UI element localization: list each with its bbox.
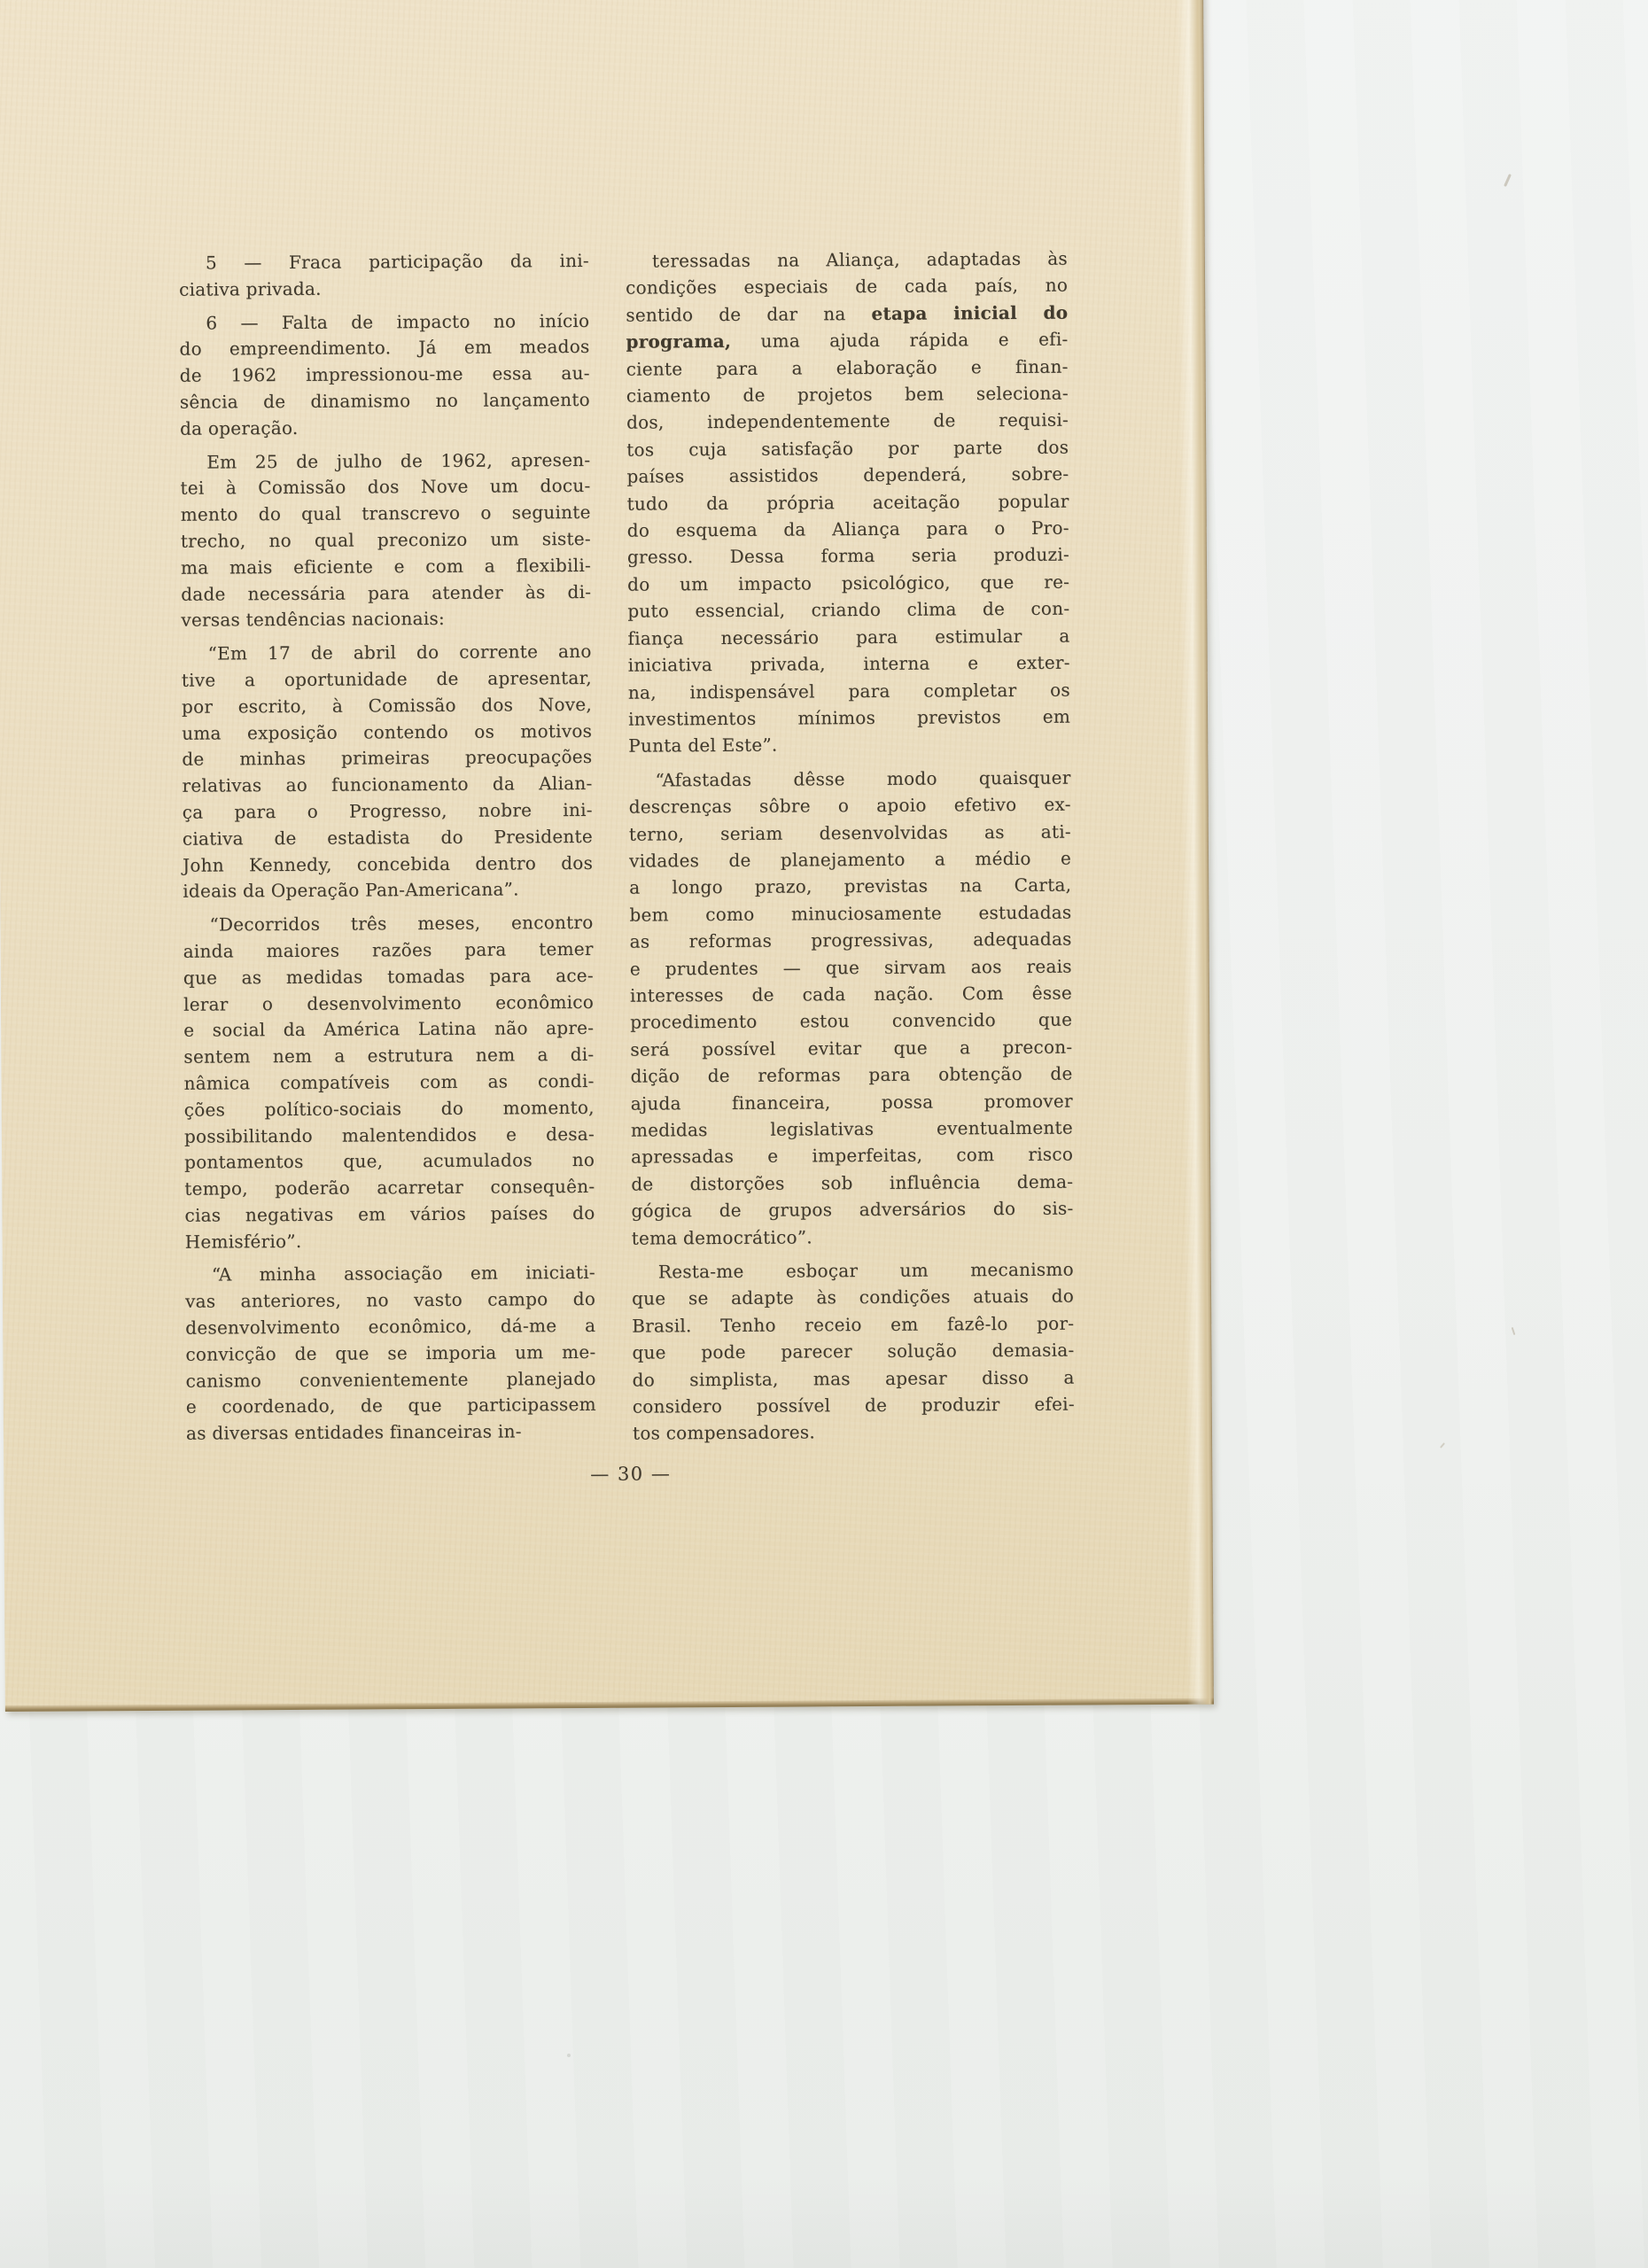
text-line: [632, 1256, 1074, 1285]
text-run: relativas ao funcionamento da Alian-: [182, 773, 593, 796]
text-run: pontamentos que, acumulados no: [184, 1149, 595, 1174]
text-run: procedimento estou convencido que: [630, 1008, 1073, 1034]
text-line: [631, 1115, 1073, 1144]
emphasis-bold: etapa inicial do: [871, 301, 1069, 324]
scan-speck: [1512, 1327, 1516, 1335]
text-line: [629, 845, 1071, 874]
paragraph: [626, 245, 1071, 760]
text-line: [183, 850, 593, 879]
text-line: [630, 1033, 1072, 1062]
text-line: [183, 936, 594, 966]
text-line: [632, 1283, 1074, 1312]
text-run: ciativa de estadista do Presidente: [182, 825, 593, 850]
text-line: [179, 308, 589, 338]
text-line: [626, 461, 1069, 490]
text-line: [626, 299, 1068, 328]
text-line: [183, 1068, 594, 1098]
text-line: [183, 1015, 594, 1045]
text-run: dade necessária para atender às di-: [181, 580, 592, 605]
text-run: condições especiais de cada país, no: [626, 275, 1069, 299]
text-line: [181, 579, 591, 608]
text-line: [629, 818, 1071, 847]
text-line: [183, 1042, 594, 1071]
text-line: [184, 1095, 595, 1124]
text-line: [628, 703, 1070, 733]
text-run: que as medidas tomadas para ace-: [183, 964, 594, 989]
text-run: Resta-me esboçar um mecanismo: [657, 1258, 1074, 1283]
text-line: [630, 952, 1072, 982]
text-run: do simplista, mas apesar disso a: [632, 1366, 1075, 1391]
text-run: na, indispensável para completar os: [627, 679, 1070, 703]
text-line: [186, 1418, 596, 1448]
text-line: [627, 568, 1069, 597]
text-line: [632, 1222, 1074, 1251]
text-run: ajuda financeira, possa promover: [630, 1090, 1073, 1115]
emphasis-bold: programa,: [626, 330, 732, 353]
text-line: [183, 963, 594, 992]
paragraph: [182, 639, 594, 905]
text-run: do esquema da Aliança para o Pro-: [626, 517, 1069, 541]
text-line: [626, 353, 1069, 382]
paragraph: [179, 248, 589, 303]
text-run: puto essencial, criando clima de con-: [627, 597, 1070, 622]
text-line: [182, 665, 592, 695]
text-line: [632, 1309, 1074, 1339]
text-run: da operação.: [179, 416, 299, 439]
text-run: mento do qual transcrevo o seguinte: [180, 501, 591, 525]
paragraph: [179, 308, 590, 443]
text-run: cias negativas em vários países do: [184, 1201, 595, 1226]
text-run: ça para o Progresso, nobre ini-: [182, 798, 593, 823]
text-run: “Decorridos três meses, encontro: [209, 912, 594, 936]
text-run: considero possível de produzir efei-: [632, 1393, 1075, 1418]
text-run: tema democrático”.: [631, 1226, 812, 1249]
text-run: que pode parecer solução demasia-: [632, 1339, 1075, 1363]
text-line: [183, 989, 594, 1018]
text-line: [628, 676, 1070, 705]
text-line: [182, 771, 592, 800]
text-run: ciativa privada.: [179, 277, 322, 300]
text-line: [179, 334, 589, 363]
text-run: vidades de planejamento a médio e: [628, 847, 1072, 872]
text-run: tei à Comissão dos Nove um docu-: [180, 475, 591, 500]
text-run: interesses de cada nação. Com êsse: [629, 982, 1073, 1006]
text-line: [186, 1366, 596, 1395]
text-run: “Em 17 de abril do corrente ano: [207, 641, 592, 664]
text-run: canismo convenientemente planejado: [185, 1367, 596, 1392]
text-run: terno, seriam desenvolvidas as ati-: [628, 820, 1071, 845]
page-number: — 30 —: [590, 1463, 672, 1485]
scan-speck: [1504, 174, 1512, 187]
text-run: de minhas primeiras preocupações: [182, 746, 593, 771]
text-run: a longo prazo, previstas na Carta,: [629, 874, 1072, 898]
text-run: Punta del Este”.: [628, 734, 778, 757]
scan-speck: [567, 2054, 571, 2057]
text-run: Hemisfério”.: [184, 1230, 302, 1253]
text-run: ciente para a elaboração e finan-: [626, 355, 1069, 380]
text-run: gógica de grupos adversários do sis-: [631, 1197, 1074, 1222]
text-run: do empreendimento. Já em meados: [179, 336, 590, 361]
text-run: versas tendências nacionais:: [181, 608, 446, 632]
text-line: [184, 1121, 595, 1150]
text-line: [626, 245, 1068, 275]
text-run: por escrito, à Comissão dos Nove,: [181, 693, 593, 718]
text-run: convicção de que se imporia um me-: [185, 1340, 596, 1365]
text-line: [632, 1337, 1074, 1366]
text-run: ma mais eficiente e com a flexibili-: [180, 554, 592, 579]
text-run: de 1962 impressionou-me essa au-: [179, 362, 590, 386]
text-run: John Kennedy, concebida dentro dos: [182, 851, 594, 876]
text-line: [633, 1363, 1075, 1393]
text-line: [626, 433, 1069, 462]
text-run: trecho, no qual preconizo um siste-: [180, 527, 591, 552]
text-line: [629, 898, 1071, 928]
text-run: bem como minuciosamente estudadas: [629, 901, 1072, 926]
text-line: [629, 872, 1071, 901]
text-run: uma exposição contendo os motivos: [182, 719, 593, 744]
text-run: sentido de dar na: [626, 302, 872, 326]
text-line: [182, 692, 592, 721]
text-run: vas anteriores, no vasto campo do: [185, 1288, 596, 1312]
text-line: [181, 553, 591, 582]
text-run: países assistidos dependerá, sobre-: [626, 462, 1069, 487]
text-line: [179, 275, 589, 304]
text-line: [626, 407, 1069, 436]
text-line: [631, 1168, 1073, 1197]
text-line: [180, 387, 590, 416]
text-line: [182, 639, 592, 668]
paragraph: [180, 447, 591, 633]
text-run: uma ajuda rápida e efi-: [731, 328, 1069, 353]
text-line: [183, 910, 593, 939]
text-run: “A minha associação em iniciati-: [211, 1262, 595, 1286]
text-line: [630, 1060, 1072, 1090]
text-line: [181, 526, 591, 555]
scan-speck: [1440, 1442, 1445, 1449]
text-line: [627, 515, 1069, 544]
text-line: [180, 447, 590, 476]
text-line: [182, 744, 592, 773]
text-line: [627, 622, 1069, 651]
text-run: será possível evitar que a precon-: [630, 1036, 1073, 1060]
text-run: teressadas na Aliança, adaptadas às: [651, 247, 1068, 272]
text-run: as reformas progressivas, adequadas: [629, 928, 1072, 952]
text-run: investimentos mínimos previstos em: [627, 705, 1071, 730]
text-run: tos compensadores.: [632, 1421, 816, 1445]
text-line: [626, 380, 1069, 409]
text-run: gresso. Dessa forma seria produzi-: [626, 544, 1070, 569]
text-run: de distorções sob influência dema-: [631, 1170, 1074, 1195]
text-line: [628, 730, 1070, 759]
text-run: tudo da própria aceitação popular: [626, 490, 1069, 515]
text-line: [181, 500, 591, 529]
text-run: tempo, poderão acarretar consequên-: [184, 1175, 595, 1200]
text-run: as diversas entidades financeiras in-: [185, 1420, 522, 1444]
text-line: [182, 718, 592, 747]
text-run: ciamento de projetos bem seleciona-: [626, 382, 1069, 407]
text-run: desenvolvimento econômico, dá-me a: [185, 1314, 596, 1339]
left-text-column: [179, 248, 596, 1448]
text-run: dos, independentemente de requisi-: [626, 409, 1069, 434]
text-run: ainda maiores razões para temer: [183, 937, 594, 962]
text-run: sência de dinamismo no lançamento: [179, 388, 590, 413]
text-line: [186, 1392, 596, 1421]
paragraph: [628, 764, 1073, 1251]
text-line: [184, 1147, 595, 1177]
text-line: [631, 1087, 1073, 1116]
text-line: [185, 1313, 595, 1342]
text-run: 6 — Falta de impacto no início: [206, 309, 590, 334]
text-run: Em 25 de julho de 1962, apresen-: [206, 448, 591, 473]
text-line: [185, 1260, 595, 1289]
text-line: [627, 541, 1069, 571]
text-run: tos cuja satisfação por parte dos: [626, 436, 1069, 461]
text-line: [181, 605, 591, 634]
text-run: apressadas e imperfeitas, com risco: [631, 1143, 1074, 1169]
text-line: [626, 272, 1068, 301]
text-run: e social da América Latina não apre-: [183, 1017, 595, 1042]
text-line: [627, 595, 1069, 625]
text-line: [184, 1174, 595, 1203]
text-line: [185, 1286, 595, 1316]
text-line: [631, 1141, 1073, 1170]
text-line: [180, 473, 590, 502]
text-run: lerar o desenvolvimento econômico: [183, 990, 595, 1015]
text-line: [179, 248, 589, 277]
text-run: e prudentes — que sirvam aos reais: [629, 955, 1072, 980]
text-line: [626, 326, 1068, 355]
text-line: [183, 797, 593, 827]
text-line: [629, 791, 1071, 820]
text-run: “Afastadas dêsse modo quaisquer: [655, 766, 1071, 791]
text-run: ideais da Operação Pan-Americana”.: [183, 878, 519, 903]
text-line: [630, 980, 1072, 1009]
text-line: [633, 1391, 1075, 1420]
text-run: iniciativa privada, interna e exter-: [627, 651, 1070, 676]
text-run: que se adapte às condições atuais do: [631, 1285, 1075, 1310]
text-line: [630, 926, 1072, 955]
text-line: [626, 487, 1069, 517]
paragraph: [183, 910, 595, 1255]
text-run: do um impacto psicológico, que re-: [627, 571, 1070, 595]
text-run: sentem nem a estrutura nem a di-: [183, 1044, 595, 1068]
text-run: descrenças sôbre o apoio efetivo ex-: [628, 793, 1071, 818]
paragraph: [632, 1256, 1075, 1448]
text-run: fiança necessário para estimular a: [627, 625, 1070, 649]
text-run: 5 — Fraca participação da ini-: [205, 249, 589, 274]
text-run: dição de reformas para obtenção de: [630, 1062, 1073, 1087]
text-line: [631, 1195, 1073, 1224]
text-line: [185, 1340, 595, 1369]
text-run: possibilitando malentendidos e desa-: [183, 1122, 595, 1147]
text-run: ções político-sociais do momento,: [183, 1096, 595, 1121]
text-line: [184, 1200, 595, 1230]
text-line: [628, 764, 1070, 793]
text-run: nâmica compatíveis com as condi-: [183, 1069, 595, 1094]
text-line: [633, 1418, 1075, 1447]
text-run: medidas legislativas eventualmente: [630, 1116, 1073, 1141]
text-run: Brasil. Tenho receio em fazê-lo por-: [632, 1312, 1075, 1337]
text-line: [628, 649, 1070, 679]
text-line: [180, 361, 590, 390]
text-line: [180, 414, 590, 443]
text-run: tive a oportunidade de apresentar,: [181, 666, 592, 691]
text-run: e coordenado, de que participassem: [185, 1394, 596, 1418]
paragraph: [185, 1260, 596, 1447]
text-line: [183, 876, 593, 905]
text-line: [630, 1006, 1072, 1036]
text-line: [185, 1227, 595, 1256]
text-line: [183, 824, 593, 853]
right-text-column: [626, 245, 1075, 1448]
